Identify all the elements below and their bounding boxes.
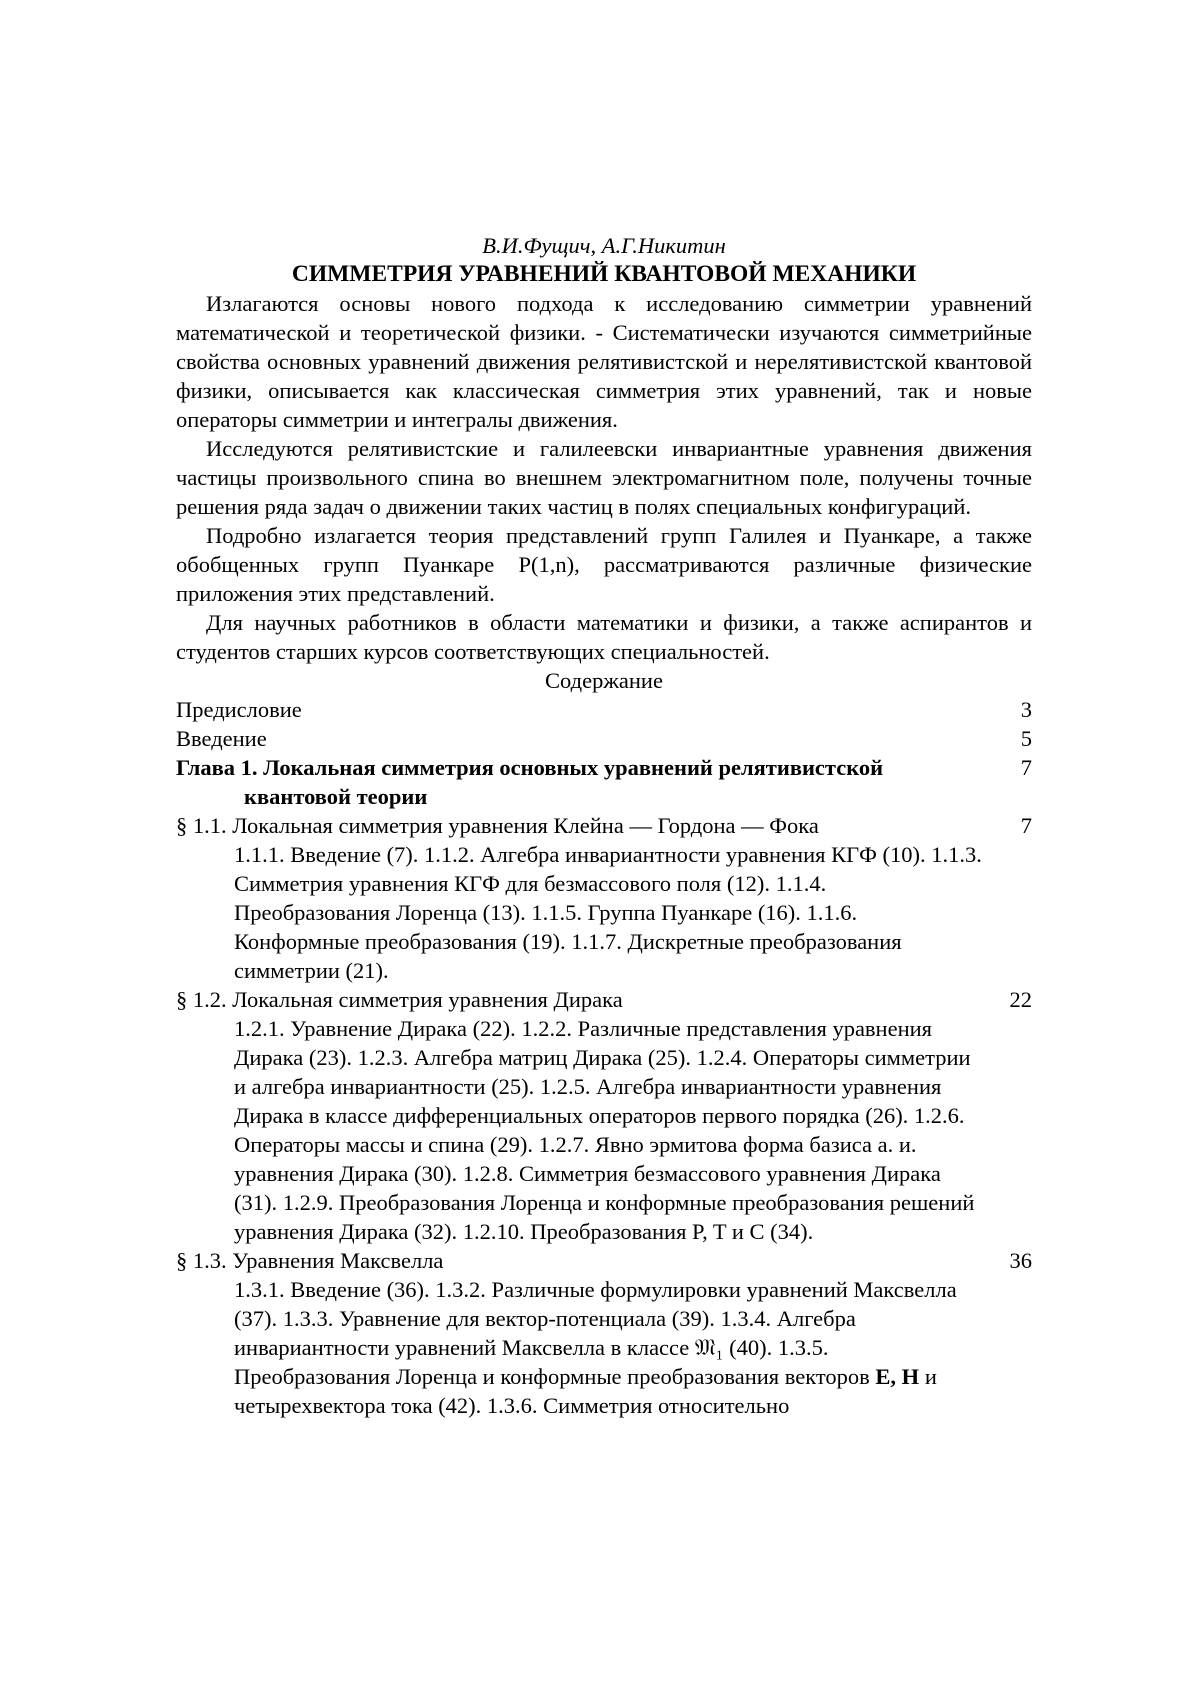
vector-h: H <box>901 1364 920 1389</box>
toc-subsection-text: и четырехвектора тока (42). 1.3.6. Симметрия относительно <box>234 1364 937 1418</box>
abstract-paragraph-4: Для научных работников в области математики и физики, а также аспирантов и студентов старших курсов соответствующих специальностей. <box>176 610 1032 664</box>
vector-e: E <box>875 1364 891 1389</box>
toc-entry-intro <box>176 724 1032 753</box>
toc-entry-label: § 1.1. Локальная симметрия уравнения Клейна — Гордона — Фока <box>176 813 819 838</box>
toc-subsection-text: (40). 1.3.5. Преобразования Лоренца и конформные преобразования векторов <box>234 1335 870 1389</box>
book-title: СИММЕТРИЯ УРАВНЕНИЙ КВАНТОВОЙ МЕХАНИКИ <box>291 261 917 287</box>
toc-subsections-1-3 <box>176 1275 1032 1420</box>
toc-entry-chapter-1 <box>176 753 1032 811</box>
document-page <box>176 231 1032 1420</box>
toc-entry-page: 22 <box>1009 987 1032 1012</box>
abstract-paragraph-2: Исследуются релятивистские и галилеевски инвариантные уравнения движения частицы произвольного спина во внешнем электромагнитном поле, получены точные решения ряда задач о движении таких частиц в полях специальных конфигураций. <box>176 436 1032 519</box>
toc-entry-section-1-1 <box>176 811 1032 840</box>
abstract-paragraph-1: Излагаются основы нового подхода к исследованию симметрии уравнений математической и теоретической физики. - Систематически изучаются симметрийные свойства основных уравнений движения релятивистской и нерелятивистской квантовой физики, описывается как классическая симметрия этих уравнений, так и новые операторы симметрии и интегралы движения. <box>176 291 1032 432</box>
toc-entry-label: Предисловие <box>176 697 302 722</box>
comma: , <box>890 1364 897 1389</box>
toc-entry-page: 5 <box>1020 726 1032 751</box>
toc-entry-preface <box>176 695 1032 724</box>
toc-subsections-1-1: 1.1.1. Введение (7). 1.1.2. Алгебра инвариантности уравнения КГФ (10). 1.1.3. Симметрия уравнения КГФ для безмассового поля (12). 1.1.4. Преобразования Лоренца (13). 1.1.5. Группа Пуанкаре (16). 1.1.6. Конформные преобразования (19). 1.1.7. Дискретные преобразования симметрии (21). <box>234 842 982 983</box>
abstract-paragraph-3: Подробно излагается теория представлений групп Галилея и Пуанкаре, а также обобщенных групп Пуанкаре P(1,n), рассматриваются различные физические приложения этих представлений. <box>176 523 1032 606</box>
toc-entry-page: 7 <box>1020 813 1032 838</box>
toc-entry-label: § 1.2. Локальная симметрия уравнения Дирака <box>176 987 623 1012</box>
toc-entry-page: 7 <box>1020 755 1032 780</box>
toc-entry-section-1-2 <box>176 985 1032 1014</box>
class-symbol: 𝔐₁ <box>694 1335 724 1360</box>
toc-subsection-text: 1.3.1. Введение (36). 1.3.2. Различные формулировки уравнений Максвелла (37). 1.3.3. Уравнение для вектор-потенциала (39). 1.3.4. Алгебра инвариантности уравнений Максвелла в классе <box>234 1277 957 1360</box>
toc-entry-page: 3 <box>1020 697 1032 722</box>
toc-entry-label: Введение <box>176 726 267 751</box>
toc-entry-label: § 1.3. Уравнения Максвелла <box>176 1248 444 1273</box>
toc-heading: Содержание <box>545 668 663 693</box>
toc-entry-section-1-3 <box>176 1246 1032 1275</box>
authors: В.И.Фущич, А.Г.Никитин <box>482 233 726 258</box>
toc-entry-page: 36 <box>1009 1248 1032 1273</box>
toc-entry-label: Глава 1. Локальная симметрия основных уравнений релятивистской квантовой теории <box>176 755 884 809</box>
toc-subsections-1-2: 1.2.1. Уравнение Дирака (22). 1.2.2. Различные представления уравнения Дирака (23). 1.2.3. Алгебра матриц Дирака (25). 1.2.4. Операторы симметрии и алгебра инвариантности (25). 1.2.5. Алгебра инвариантности уравнения Дирака в классе дифференциальных операторов первого порядка (26). 1.2.6. Операторы массы и спина (29). 1.2.7. Явно эрмитова форма базиса а. и. уравнения Дирака (30). 1.2.8. Симметрия безмассового уравнения Дирака (31). 1.2.9. Преобразования Лоренца и конформные преобразования решений уравнения Дирака (32). 1.2.10. Преобразования P, T и C (34). <box>234 1016 975 1244</box>
